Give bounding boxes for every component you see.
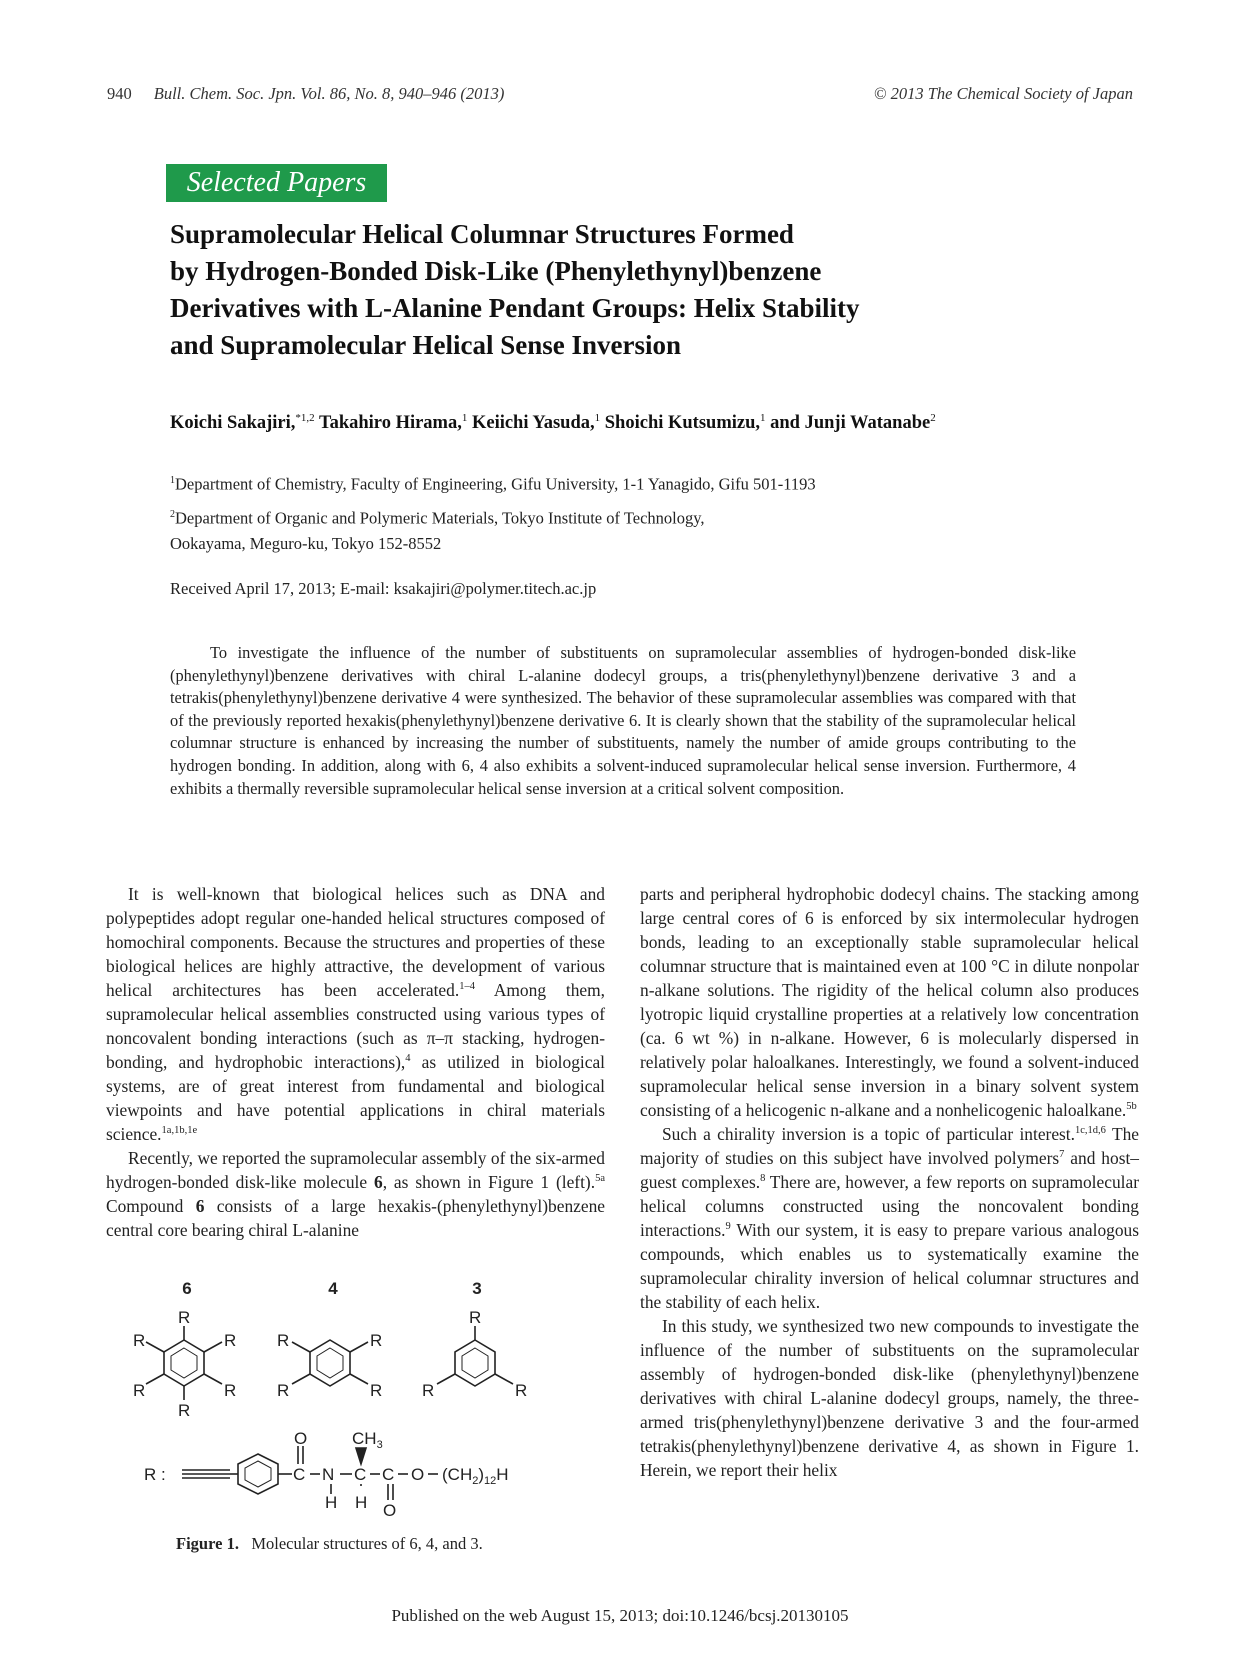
substituent-label: R [178, 1401, 191, 1420]
paragraph: Such a chirality inversion is a topic of particular interest.$^{1c,1d,6}$ The majority of studies on this subject have involved polymers$^7$ and host–guest complexes.$^8$ There are, however, a few reports on supramolecular helical columns constructed using the noncovalent bonding interactions.$^9$ With our system, it is easy to prepare various analogous compounds, which enables us to systematically examine the supramolecular chirality inversion of helical columnar structures and the stability of each helix. [640, 1124, 1139, 1312]
caption-text: Molecular structures of 6, 4, and 3. [251, 1534, 483, 1553]
author-list [170, 412, 936, 434]
citation: 5a [595, 1173, 605, 1185]
author-name: and Junji Watanabe [770, 413, 931, 434]
body-left-column [106, 882, 605, 1242]
caption-label: Figure 1. [176, 1534, 239, 1553]
compound-label: 4 [328, 1279, 338, 1298]
citation: 4 [405, 1053, 411, 1065]
title-line: by Hydrogen-Bonded Disk-Like (Phenylethynyl)benzene [170, 256, 822, 286]
substituent-label: R [224, 1381, 237, 1400]
author-name: Shoichi Kutsumizu, [604, 413, 761, 434]
body-right-column [640, 882, 1139, 1482]
citation: 1a,1b,1e [161, 1125, 198, 1137]
substituent-label: R [277, 1331, 290, 1350]
author-affiliation-mark: *1,2 [295, 412, 315, 424]
substituent-label: R [370, 1381, 383, 1400]
compound-label: 6 [182, 1279, 192, 1298]
citation: 1c,1d,6 [1075, 1125, 1106, 1137]
substituent-label: R [370, 1331, 383, 1350]
figure-1-molecular-structures [130, 1268, 580, 1548]
abstract [170, 642, 1076, 800]
paper-title [170, 216, 950, 364]
citation: 7 [1059, 1149, 1065, 1161]
substituent-label: R [133, 1331, 146, 1350]
atom-label: C [293, 1465, 306, 1484]
received-and-email: Received April 17, 2013; E-mail: ksakajiri@polymer.titech.ac.jp [170, 579, 597, 598]
substituent-label: R [422, 1381, 435, 1400]
author-affiliation-mark: 1 [594, 412, 601, 424]
citation: 1–4 [459, 981, 475, 993]
publication-footer: Published on the web August 15, 2013; doi:10.1246/bcsj.20130105 [391, 1606, 849, 1625]
substituent-label: R [469, 1308, 482, 1327]
paragraph: Recently, we reported the supramolecular assembly of the six-armed hydrogen-bonded disk-like molecule 6, as shown in Figure 1 (left).$^{5a}$ Compound 6 consists of a large hexakis-(phenylethynyl)benzene central core bearing chiral L-alanine [106, 1148, 605, 1240]
title-line: Derivatives with L-Alanine Pendant Groups: Helix Stability [170, 293, 860, 323]
substituent-label: R [224, 1331, 237, 1350]
substituent-label: R [133, 1381, 146, 1400]
author-affiliation-mark: 1 [461, 412, 468, 424]
benzene-ring-6 [164, 1340, 204, 1386]
svg-text:(CH2)12H: $(CH_2)_{12}H$ [442, 1465, 509, 1487]
compound-label: 3 [472, 1279, 482, 1298]
wedge-bond [356, 1448, 366, 1464]
title-line: and Supramolecular Helical Sense Inversion [170, 330, 682, 360]
atom-label: N [322, 1465, 335, 1484]
atom-label: C [382, 1465, 395, 1484]
molecular-structure-diagram [130, 1268, 580, 1548]
r-definition-label: R : [144, 1465, 166, 1484]
citation: 9 [725, 1221, 731, 1233]
benzene-ring-3 [455, 1340, 495, 1386]
copyright-notice: © 2013 The Chemical Society of Japan [873, 84, 1133, 103]
citation: 8 [760, 1173, 766, 1185]
author-affiliation-mark: 1 [760, 412, 766, 424]
journal-citation: Bull. Chem. Soc. Jpn. Vol. 86, No. 8, 940–946 (2013) [153, 84, 505, 103]
author-name: Keiichi Yasuda, [471, 413, 595, 434]
paragraph: It is well-known that biological helices such as DNA and polypeptides adopt regular one-handed helical structures composed of homochiral components. Because the structures and properties of these biological helices are highly attractive, the development of various helical architectures has been accelerated.$^{1-4}$ Among them, supramolecular helical assemblies constructed using various types of noncovalent bonding interactions (such as π–π stacking, hydrogen-bonding, and hydrophobic interactions),$^4$ as utilized in biological systems, are of great interest from fundamental and biological viewpoints and have potential applications in chiral materials science.$^{1a,1b,1e}$ [106, 884, 606, 1144]
svg-text:H: H [355, 1493, 368, 1512]
svg-text:H: H [325, 1493, 338, 1512]
author-name: Takahiro Hirama, [318, 413, 462, 434]
running-header-left [107, 84, 504, 104]
author-name: Koichi Sakajiri, [170, 413, 296, 434]
paragraph: In this study, we synthesized two new compounds to investigate the influence of the number of substituents on the supramolecular assembly of hydrogen-bonded disk-like (phenylethynyl)benzene derivatives with chiral L-alanine dodecyl groups, namely, the three-armed tris(phenylethynyl)benzene derivative 3 and the four-armed tetrakis(phenylethynyl)benzene derivative 4, as shown in Figure 1. Herein, we report their helix [640, 1316, 1139, 1480]
author-affiliation-mark: 2 [930, 412, 936, 424]
section-tag: Selected Papers [166, 164, 387, 202]
atom-label: O [411, 1465, 425, 1484]
svg-text:O: O [294, 1429, 308, 1448]
substituent-label: R [515, 1381, 528, 1400]
atom-label: C [354, 1465, 367, 1484]
svg-text:CH3: $CH_3$ [352, 1429, 383, 1451]
affiliation-1: $^1$Department of Chemistry, Faculty of Engineering, Gifu University, 1-1 Yanagido, Gifu 501-1193 [170, 474, 816, 494]
figure-1-caption [176, 1534, 483, 1554]
svg-text:O: O [383, 1501, 397, 1520]
citation: 5b [1126, 1101, 1137, 1113]
affiliation-2: $^2$Department of Organic and Polymeric Materials, Tokyo Institute of Technology, Ookayama, Meguro-ku, Tokyo 152-8552 [170, 508, 705, 553]
substituent-label: R [277, 1381, 290, 1400]
benzene-ring-r [238, 1454, 278, 1494]
page-number: 940 [107, 84, 132, 103]
benzene-ring-4 [310, 1340, 350, 1386]
paragraph: parts and peripheral hydrophobic dodecyl chains. The stacking among large central cores of 6 is enforced by six intermolecular hydrogen bonds, leading to an exceptionally stable supramolecular helical columnar structure that is maintained even at 100 °C in dilute nonpolar n-alkane solutions. The rigidity of the helical column also produces lyotropic liquid crystalline properties at a relatively low concentration (ca. 6 wt %) in n-alkane. However, 6 is molecularly dispersed in relatively polar haloalkanes. Interestingly, we found a solvent-induced supramolecular helical sense inversion in a binary solvent system consisting of a helicogenic n-alkane and a nonhelicogenic haloalkane.$^{5b}$ [640, 884, 1139, 1120]
substituent-label: R [178, 1308, 191, 1327]
abstract-text: To investigate the influence of the number of substituents on supramolecular assemblies of hydrogen-bonded disk-like (phenylethynyl)benzene derivatives with chiral L-alanine dodecyl groups, a tris(phenylethynyl)benzene derivative 3 and a tetrakis(phenylethynyl)benzene derivative 4 were synthesized. The behavior of these supramolecular assemblies was compared with that of the previously reported hexakis(phenylethynyl)benzene derivative 6. It is clearly shown that the stability of the supramolecular helical columnar structure is enhanced by increasing the number of substituents, namely the number of amide groups contributing to the hydrogen bonding. In addition, along with 6, 4 also exhibits a solvent-induced supramolecular helical sense inversion. Furthermore, 4 exhibits a thermally reversible supramolecular helical sense inversion at a critical solvent composition. [170, 643, 1076, 798]
title-line: Supramolecular Helical Columnar Structures Formed [170, 219, 794, 249]
